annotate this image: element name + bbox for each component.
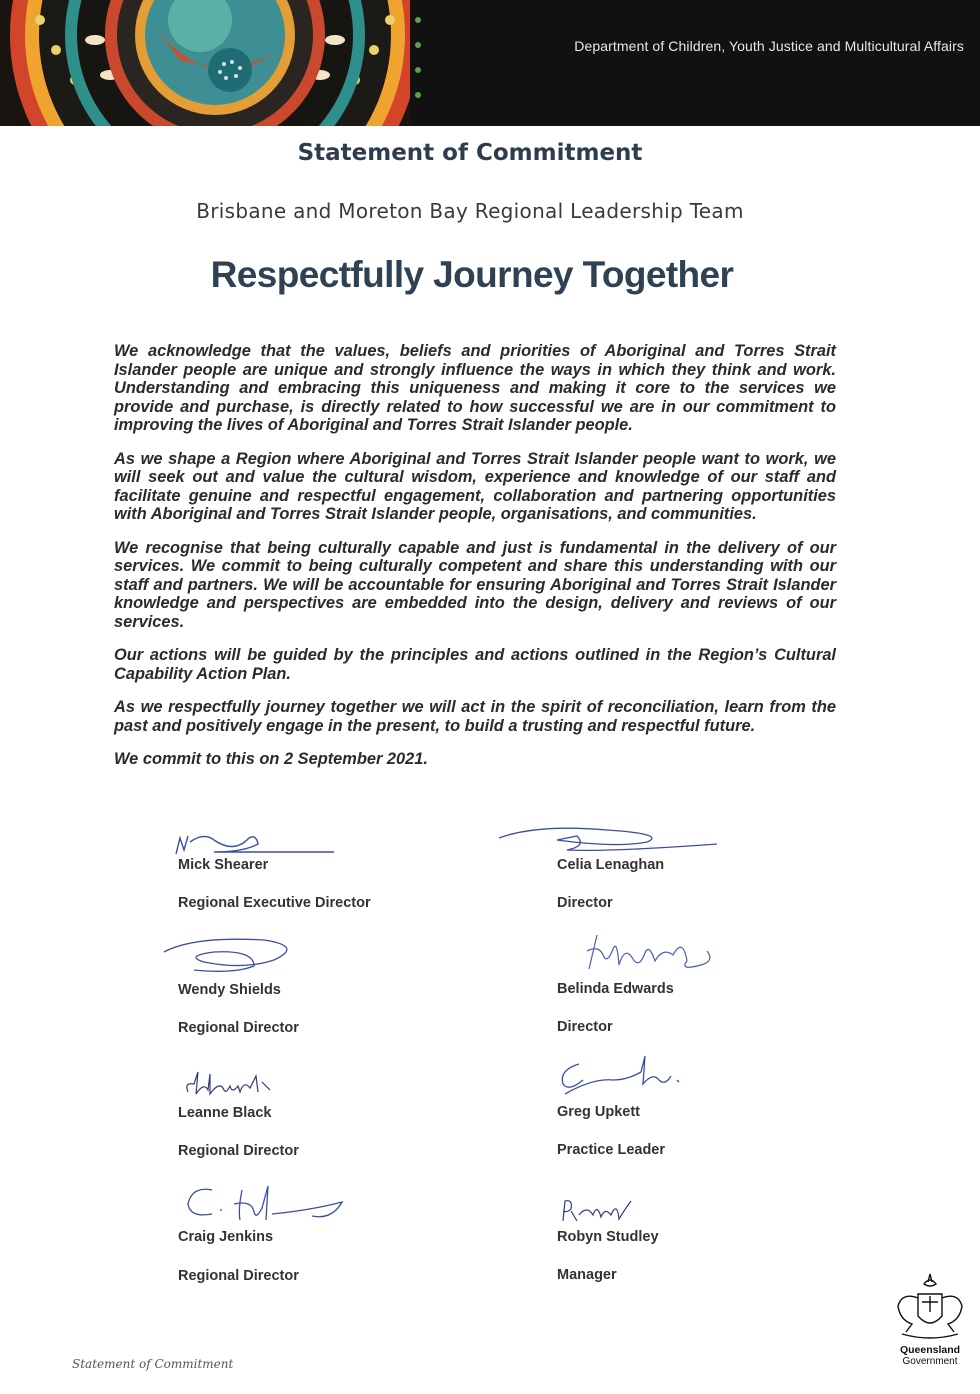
paragraph-3: We recognise that being culturally capable and just is fundamental in the delivery of our services. We commit to being culturally competent and share this understanding with our staff and partners. We will be accountable for ensuring Aboriginal and Torres Strait Islander knowledge and perspectives are embedded into the design, delivery and reviews of our services.: [114, 538, 836, 631]
signatory-role: Director: [557, 895, 613, 911]
signature-leanne-black: [180, 1070, 300, 1100]
signature-greg-upkett: [553, 1050, 693, 1102]
statement-body: [114, 342, 836, 769]
signatory-role: Regional Director: [178, 1143, 299, 1159]
queensland-logo-sub: Government: [902, 1356, 958, 1367]
paragraph-4: Our actions will be guided by the principles and actions outlined in the Region’s Cultural Capability Action Plan.: [114, 646, 836, 683]
signatory-name: Greg Upkett: [557, 1104, 640, 1120]
document-subtitle: Brisbane and Moreton Bay Regional Leadership Team: [196, 199, 744, 223]
document-headline: Respectfully Journey Together: [210, 254, 734, 295]
header-banner: [0, 0, 980, 126]
signature-robyn-studley: [557, 1195, 637, 1225]
paragraph-5: As we respectfully journey together we will act in the spirit of reconciliation, learn from the past and positively engage in the present, to build a trusting and respectful future.: [114, 698, 836, 735]
paragraph-1: We acknowledge that the values, beliefs and priorities of Aboriginal and Torres Strait Islander people are unique and strongly influence the ways in which they think and work. Understanding and embracing this uniqueness and making it core to the services we provide and purchase, is directly related to how successful we are in our commitment to improving the lives of Aboriginal and Torres Strait Islander people.: [114, 342, 836, 434]
signatory-name: Mick Shearer: [178, 857, 269, 873]
signatory-name: Celia Lenaghan: [557, 857, 665, 873]
signatory-role: Practice Leader: [557, 1142, 666, 1158]
queensland-crest-icon: [888, 1272, 972, 1342]
signatory-name: Belinda Edwards: [557, 981, 674, 997]
signatory-role: Manager: [557, 1267, 617, 1283]
signatory-name: Leanne Black: [178, 1105, 272, 1121]
signatory-role: Regional Director: [178, 1268, 299, 1284]
signatory-name: Robyn Studley: [557, 1229, 659, 1245]
document-title: Statement of Commitment: [297, 140, 643, 166]
paragraph-2: As we shape a Region where Aboriginal and Torres Strait Islander people want to work, we will seek out and value the cultural wisdom, experience and knowledge of our staff and facilitate genuine and respectful engagement, collaboration and partnering opportunities with Aboriginal and Torres Strait Islander people, organisations, and communities.: [114, 449, 836, 523]
signatory-role: Director: [557, 1019, 613, 1035]
signatory-name: Craig Jenkins: [178, 1229, 274, 1245]
aboriginal-artwork-banner: [0, 0, 430, 126]
signature-craig-jenkins: [182, 1180, 352, 1230]
department-name: Department of Children, Youth Justice and Multicultural Affairs: [574, 38, 964, 54]
footer-label: Statement of Commitment: [72, 1357, 234, 1371]
queensland-logo-name: Queensland: [899, 1344, 961, 1356]
signature-celia-lenaghan: [497, 822, 727, 858]
signature-wendy-shields: [154, 930, 314, 980]
signatory-name: Wendy Shields: [178, 982, 281, 998]
signatory-role: Regional Executive Director: [178, 895, 371, 911]
commitment-date-line: We commit to this on 2 September 2021.: [114, 750, 428, 768]
signature-belinda-edwards: [583, 925, 723, 979]
signatory-role: Regional Director: [178, 1020, 299, 1036]
